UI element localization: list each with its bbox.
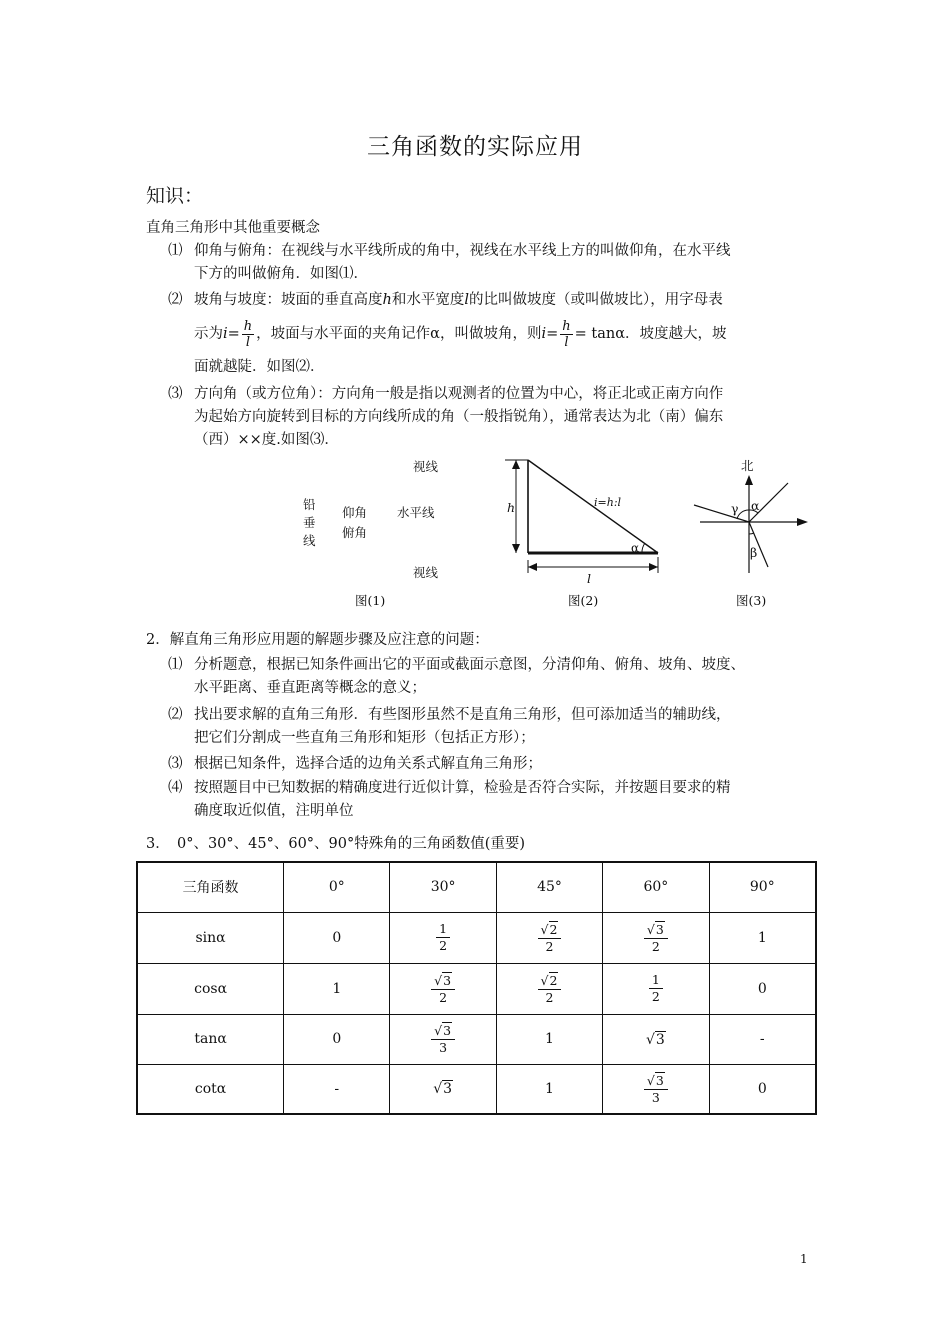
- value-cell: $\frac{1}{2}$: [603, 963, 709, 1014]
- fig3-angle-arc-bottom: [749, 533, 754, 534]
- fig1-elevation: 仰角: [342, 505, 368, 520]
- table-row: [137, 912, 816, 963]
- fig1-caption: 图(1): [355, 593, 386, 608]
- header-cell: 90°: [709, 862, 816, 912]
- value-cell: 0: [709, 963, 816, 1014]
- s2-item-2: ⑵ 找出要求解的直角三角形．有些图形虽然不是直角三角形，但可添加适当的辅助线， 把它们分割成一些直角三角形和矩形（包括正方形）；: [168, 707, 731, 746]
- section1-title: 直角三角形中其他重要概念: [146, 220, 320, 236]
- page-number: 1: [800, 1252, 808, 1266]
- fig3-alpha: α: [751, 498, 760, 513]
- value-cell: 1: [284, 963, 390, 1014]
- fig1-plumb-2: 垂: [303, 515, 316, 530]
- value-cell: 1: [709, 912, 816, 963]
- value-cell: $\frac{√2}{2}$: [496, 963, 602, 1014]
- value-cell: 1: [496, 1014, 602, 1064]
- slope-fraction-1: $\frac{h}{l}$: [243, 318, 253, 350]
- figure-1: [303, 459, 439, 608]
- fig3-gamma: γ: [731, 501, 739, 516]
- value-cell: $\frac{√3}{3}$: [390, 1014, 496, 1064]
- function-cell: tanα: [137, 1014, 284, 1064]
- fig2-l-arrow-right: [649, 563, 658, 571]
- fig2-alpha-label: α: [631, 541, 640, 555]
- table-header-row: [137, 862, 816, 912]
- header-cell: 30°: [390, 862, 496, 912]
- s2-item-3: ⑶ 根据已知条件，选择合适的边角关系式解直角三角形；: [168, 756, 542, 772]
- value-cell: √3: [390, 1064, 496, 1114]
- s2-item-4: ⑷ 按照题目中已知数据的精确度进行近似计算，检验是否符合实际，并按题目要求的精 确度取近似值，注明单位: [168, 780, 731, 819]
- fig2-l-label: l: [587, 571, 591, 586]
- fig2-l-arrow-left: [528, 563, 537, 571]
- fig1-horizontal: 水平线: [397, 505, 435, 520]
- fig2-slope: [528, 460, 658, 553]
- table-row: [137, 1064, 816, 1114]
- fig2-h-label: h: [507, 500, 516, 515]
- table-row: [137, 963, 816, 1014]
- fig2-h-arrow-up: [512, 460, 520, 469]
- value-cell: 0: [284, 1014, 390, 1064]
- fig3-caption: 图(3): [736, 593, 767, 608]
- slope-fraction-2: $\frac{h}{l}$: [562, 318, 571, 350]
- fig1-depression: 俯角: [342, 525, 368, 540]
- fig3-north-label: 北: [741, 458, 754, 473]
- section2-title: 2．解直角三角形应用题的解题步骤及应注意的问题：: [146, 632, 489, 648]
- value-cell: √3: [603, 1014, 709, 1064]
- fig2-ratio-label: i=h:l: [594, 496, 622, 509]
- value-cell: -: [709, 1014, 816, 1064]
- function-cell: sinα: [137, 912, 284, 963]
- s1-item-3: ⑶ 方向角（或方位角）：方向角一般是指以观测者的位置为中心，将正北或正南方向作 为起始方向旋转到目标的方向线所成的角（一般指锐角），通常表达为北（南）偏东 （西）××度.如图⑶．: [168, 386, 724, 448]
- function-cell: cosα: [137, 963, 284, 1014]
- value-cell: $\frac{√3}{2}$: [390, 963, 496, 1014]
- section3-title: 3． 0°、30°、45°、60°、90°特殊角的三角函数值(重要): [146, 836, 526, 852]
- header-cell: 60°: [603, 862, 709, 912]
- fig1-sight-top: 视线: [413, 459, 439, 474]
- function-cell: cotα: [137, 1064, 284, 1114]
- value-cell: $\frac{√3}{2}$: [603, 912, 709, 963]
- header-cell: 三角函数: [137, 862, 284, 912]
- header-cell: 0°: [284, 862, 390, 912]
- page-title: 三角函数的实际应用: [367, 134, 583, 160]
- value-cell: 0: [709, 1064, 816, 1114]
- s1-item-2: ⑵ 坡角与坡度：坡面的垂直高度h和水平宽度l的比叫做坡度（或叫做坡比），用字母表 示为i= $\frac{h}{l}$ ，坡面与水平面的夹角记作α，叫做坡角，则i= $\frac{h}{l}$ = tanα．坡度越大，坡 面就越陡．如图⑵．: [168, 292, 727, 375]
- header-cell: 45°: [496, 862, 602, 912]
- fig3-east-arrow: [797, 518, 808, 526]
- trig-values-table: [136, 861, 817, 1115]
- s2-item-1: ⑴ 分析题意，根据已知条件画出它的平面或截面示意图，分清仰角、俯角、坡角、坡度、 水平距离、垂直距离等概念的意义；: [168, 657, 745, 696]
- fig1-sight-bottom: 视线: [413, 565, 439, 580]
- figure-2: [505, 460, 658, 573]
- fig2-caption: 图(2): [568, 593, 599, 608]
- fig1-plumb-3: 线: [303, 533, 316, 548]
- value-cell: 1: [496, 1064, 602, 1114]
- fig3-north-arrow: [745, 475, 753, 485]
- value-cell: -: [284, 1064, 390, 1114]
- value-cell: $\frac{1}{2}$: [390, 912, 496, 963]
- fig2-h-arrow-down: [512, 544, 520, 553]
- table-row: [137, 1014, 816, 1064]
- figures-svg: [290, 455, 820, 615]
- fig1-plumb-1: 铅: [303, 497, 316, 512]
- knowledge-heading: 知识：: [146, 185, 204, 207]
- value-cell: $\frac{√3}{3}$: [603, 1064, 709, 1114]
- fig3-beta: β: [750, 545, 758, 560]
- value-cell: $\frac{√2}{2}$: [496, 912, 602, 963]
- value-cell: 0: [284, 912, 390, 963]
- s1-item-1: ⑴ 仰角与俯角：在视线与水平线所成的角中，视线在水平线上方的叫做仰角，在水平线 下方的叫做俯角．如图⑴．: [168, 243, 731, 282]
